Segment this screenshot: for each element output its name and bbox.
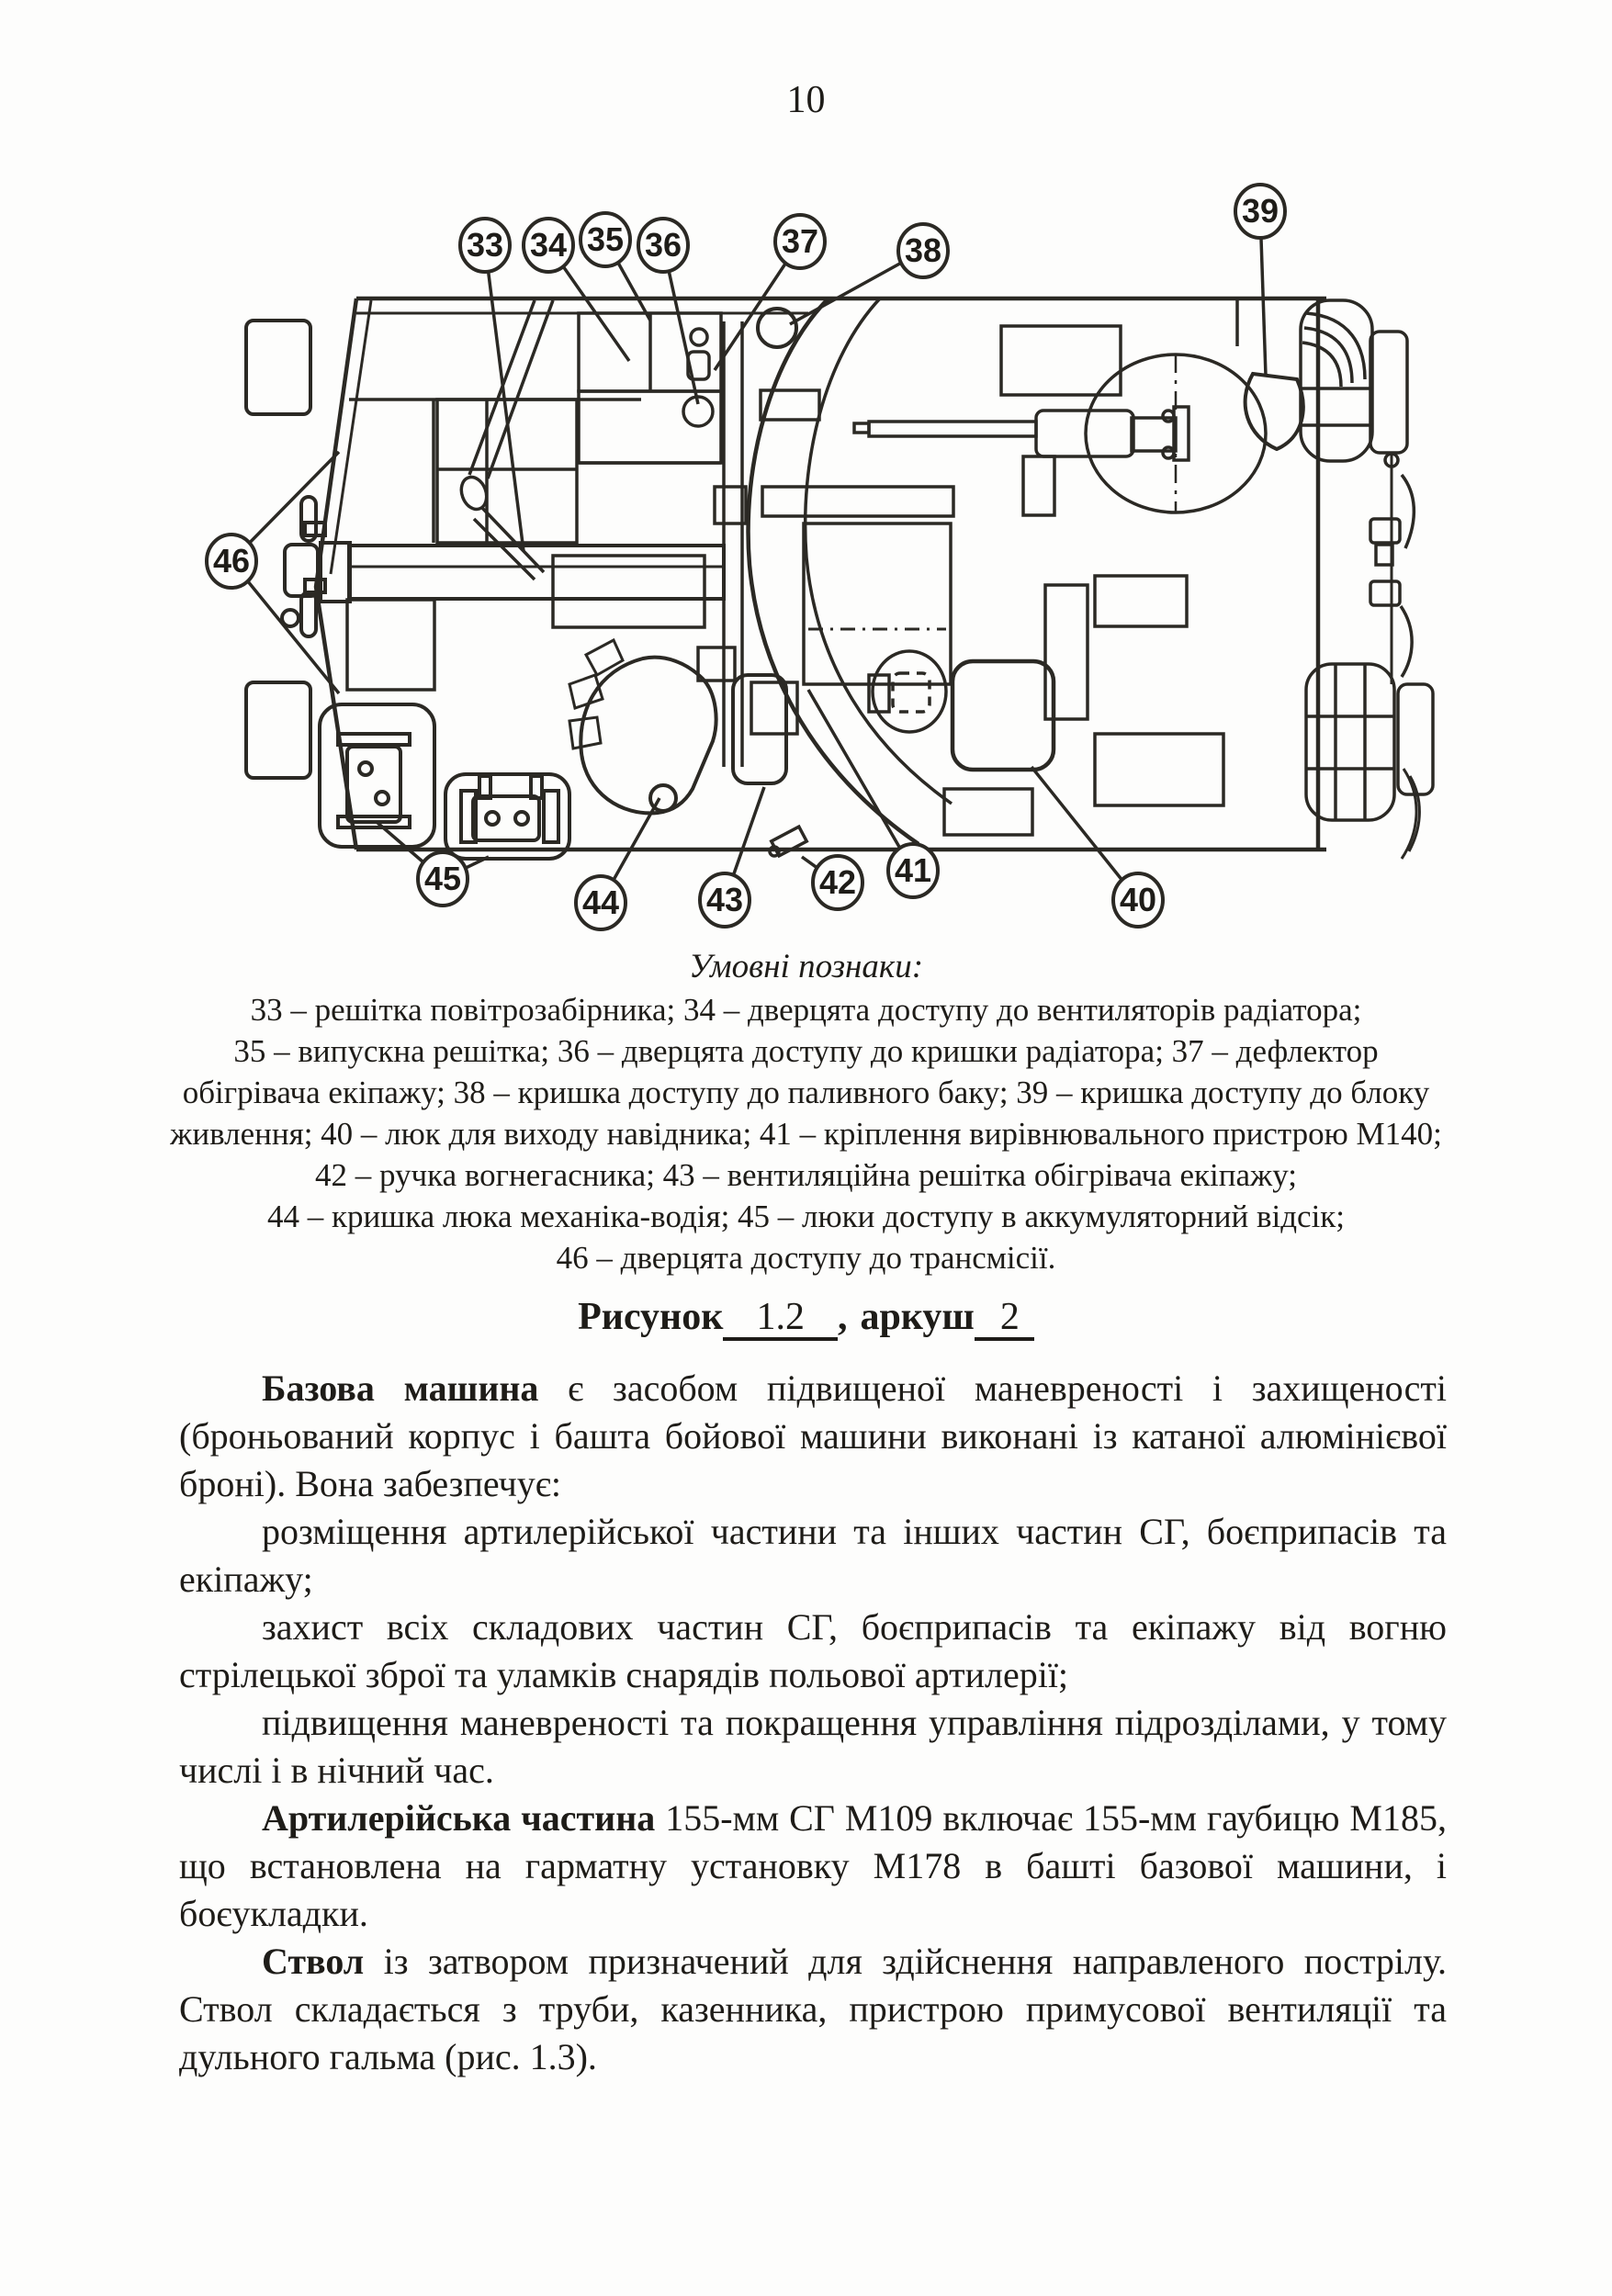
callout-42 (802, 856, 862, 909)
caption-label: Рисунок (578, 1296, 724, 1339)
caption-sheet-label: аркуш (860, 1296, 975, 1339)
legend-line-5: 42 – ручка вогнегасника; 43 – вентиляційна решітка обігрівача екіпажу; (315, 1157, 1297, 1194)
legend-title: Умовні познаки: (688, 948, 924, 986)
paragraph-lead: Ствол (262, 1941, 365, 1983)
paragraph-4: підвищення маневреності та покращення управління підрозділами, у тому числі і в нічний час. (179, 1702, 1447, 1792)
gun-mount-structure (698, 321, 953, 767)
callout-number: 46 (212, 542, 251, 580)
track-end-blocks (246, 321, 310, 778)
radiator-doors (579, 313, 721, 463)
legend-line-4: живлення; 40 – люк для виходу навідника; 41 – кріплення вирівнювального пристрою М140; (170, 1116, 1442, 1153)
alignment-device-mount (869, 651, 946, 732)
figure-caption (0, 1293, 1612, 1341)
legend-line-6: 44 – кришка люка механіка-водія; 45 – люки доступу в аккумуляторний відсік; (266, 1199, 1346, 1235)
legend-line-1: 33 – решітка повітрозабірника; 34 – дверцята доступу до вентиляторів радіатора; (250, 992, 1362, 1029)
callout-number: 40 (1119, 881, 1157, 919)
battery-hatches (320, 704, 569, 859)
callout-number: 41 (894, 851, 932, 890)
callout-number: 37 (781, 222, 819, 261)
callout-number: 36 (644, 226, 682, 264)
callout-number: 43 (705, 881, 744, 919)
gunner-hatch (953, 661, 1054, 770)
paragraph-3: захист всіх складових частин СГ, боєприпасів та екіпажу від вогню стрілецької зброї та уламків снарядів польової артилерії; (179, 1606, 1447, 1696)
caption-figure-number-underline (723, 1297, 838, 1341)
driver-hatch (569, 640, 716, 813)
callout-number: 45 (423, 860, 462, 898)
callout-number: 42 (818, 863, 857, 902)
callout-44 (576, 798, 659, 929)
paragraph-2: розміщення артилерійської частини та інших частин СГ, боєприпасів та екіпажу; (179, 1511, 1447, 1601)
page-number: 10 (786, 79, 826, 121)
caption-separator: , (837, 1296, 848, 1339)
caption-sheet-number-underline (975, 1297, 1034, 1341)
callout-43 (700, 787, 764, 927)
air-intake-grille (457, 300, 553, 580)
paragraph-5: Артилерійська частина 155-мм СГ М109 включає 155-мм гаубицю М185, що встановлена на гарматну установку М178 в башті базової машини, і боєукладки. (179, 1797, 1447, 1935)
vehicle-top-view-diagram (200, 179, 1497, 941)
callout-number: 34 (529, 226, 568, 264)
callout-number: 44 (581, 884, 620, 922)
callout-number: 35 (586, 220, 625, 259)
legend-line-2: 35 – випускна решітка; 36 – дверцята доступу до кришки радіатора; 37 – дефлектор (233, 1033, 1379, 1070)
radiator-cap-and-deflector (683, 329, 713, 426)
callout-number: 33 (466, 226, 504, 264)
paragraph-6: Ствол із затвором призначений для здійснення направленого пострілу. Ствол складається з труби, казенника, пристрою примусової вентиляції та дульного гальма (рис. 1.3). (179, 1941, 1447, 2078)
machine-gun-cupola (854, 355, 1266, 515)
callout-33 (460, 219, 524, 551)
callout-number: 38 (904, 231, 942, 270)
figure-legend (0, 987, 1612, 1278)
callout-number: 39 (1241, 192, 1279, 231)
legend-line-7: 46 – дверцята доступу до трансмісії. (556, 1240, 1056, 1277)
callout-leader-line (808, 690, 913, 871)
power-pack-cover (1246, 374, 1303, 449)
callout-40 (1031, 767, 1163, 927)
body-text (0, 1365, 1612, 2081)
legend-line-3: обігрівача екіпажу; 38 – кришка доступу до паливного баку; 39 – кришка доступу до блоку (182, 1075, 1430, 1111)
caption-sheet-number: 2 (999, 1296, 1020, 1339)
paragraph-1: Базова машина є засобом підвищеної маневреності і захищеності (броньований корпус і башта бойової машини виконані із катаної алюмінієвої броні). Вона забезпечує: (179, 1367, 1447, 1505)
caption-figure-number: 1.2 (756, 1296, 805, 1339)
paragraph-lead: Базова машина (262, 1367, 539, 1410)
rear-grilles (1301, 300, 1433, 859)
rear-deck-panels (944, 298, 1237, 835)
callout-39 (1235, 185, 1285, 376)
paragraph-lead: Артилерійська частина (262, 1797, 656, 1840)
